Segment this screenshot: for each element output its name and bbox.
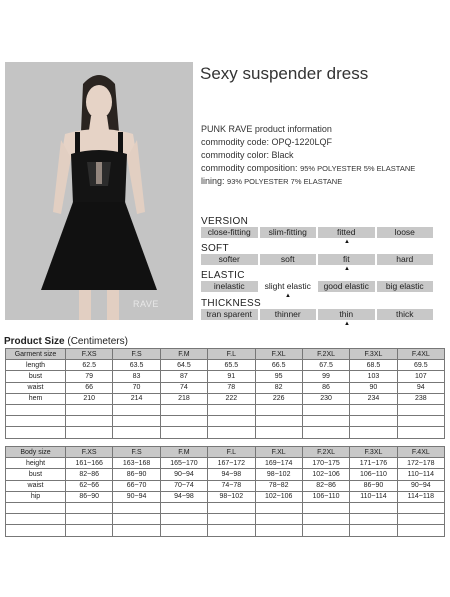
table-cell: 83: [113, 371, 160, 382]
table-cell: [208, 514, 255, 525]
scale-elastic-label: ELASTIC: [201, 270, 245, 281]
table-cell: 94~98: [208, 469, 255, 480]
table-cell: bust: [6, 469, 66, 480]
info-heading: PUNK RAVE product information: [201, 124, 332, 134]
table-cell: F.4XL: [397, 349, 444, 360]
table-cell: 82~86: [302, 480, 349, 491]
table-cell: [6, 416, 66, 427]
table-cell: 103: [350, 371, 397, 382]
watermark: RAVE: [133, 299, 159, 309]
table-cell: 63.5: [113, 360, 160, 371]
table-cell: [397, 416, 444, 427]
scale-option: tran sparent: [201, 309, 258, 320]
table-cell: 161~166: [66, 458, 113, 469]
table-cell: 110~114: [397, 469, 444, 480]
table-cell: [350, 525, 397, 536]
product-photo: [5, 62, 193, 320]
table-header-row: [6, 349, 445, 360]
scale-thickness-label: THICKNESS: [201, 298, 261, 309]
table-cell: 214: [113, 393, 160, 404]
scale-thickness: [201, 309, 433, 320]
table-cell: [255, 427, 302, 438]
table-cell: [113, 427, 160, 438]
table-cell: 106~110: [350, 469, 397, 480]
table-cell: 86~90: [350, 480, 397, 491]
table-cell: F.XL: [255, 349, 302, 360]
empty-row: [6, 514, 445, 525]
empty-row: [6, 416, 445, 427]
table-cell: [160, 502, 207, 513]
table-cell: 210: [66, 393, 113, 404]
table-cell: 90: [350, 382, 397, 393]
table-cell: 90~94: [397, 480, 444, 491]
table-row: [6, 393, 445, 404]
scale-option: loose: [377, 227, 434, 238]
scale-option: thick: [377, 309, 434, 320]
table-cell: Garment size: [6, 349, 66, 360]
table-cell: 114~118: [397, 491, 444, 502]
scale-option: slim-fitting: [260, 227, 317, 238]
table-cell: waist: [6, 480, 66, 491]
scale-soft-label: SOFT: [201, 243, 229, 254]
table-cell: F.S: [113, 447, 160, 458]
table-cell: 70: [113, 382, 160, 393]
table-cell: [208, 404, 255, 415]
scale-version-label: VERSION: [201, 216, 249, 227]
scale-option: big elastic: [377, 281, 434, 292]
scale-option: soft: [260, 254, 317, 265]
table-row: [6, 371, 445, 382]
selection-marker-icon: ▲: [344, 321, 350, 327]
table-cell: 163~168: [113, 458, 160, 469]
table-cell: 69.5: [397, 360, 444, 371]
lining: lining: 93% POLYESTER 7% ELASTANE: [201, 176, 343, 186]
table-cell: 222: [208, 393, 255, 404]
table-cell: [397, 404, 444, 415]
table-cell: [397, 514, 444, 525]
scale-option: softer: [201, 254, 258, 265]
table-cell: 107: [397, 371, 444, 382]
table-cell: 102~106: [302, 469, 349, 480]
table-cell: [160, 404, 207, 415]
table-cell: length: [6, 360, 66, 371]
commodity-code: commodity code: OPQ-1220LQF: [201, 137, 333, 147]
scale-option: close-fitting: [201, 227, 258, 238]
table-cell: 170~175: [302, 458, 349, 469]
table-cell: 110~114: [350, 491, 397, 502]
scale-elastic: [201, 281, 433, 292]
table-cell: F.L: [208, 447, 255, 458]
table-cell: 172~178: [397, 458, 444, 469]
selection-marker-icon: ▲: [344, 266, 350, 272]
product-size-heading: Product Size (Centimeters): [4, 336, 128, 347]
table-cell: 171~176: [350, 458, 397, 469]
table-cell: [302, 427, 349, 438]
table-cell: 94~98: [160, 491, 207, 502]
table-cell: 86~90: [113, 469, 160, 480]
table-cell: 230: [302, 393, 349, 404]
table-cell: 68.5: [350, 360, 397, 371]
table-cell: [66, 525, 113, 536]
table-cell: 66: [66, 382, 113, 393]
table-cell: [113, 404, 160, 415]
table-row: [6, 480, 445, 491]
table-cell: [302, 514, 349, 525]
table-cell: 79: [66, 371, 113, 382]
table-cell: hip: [6, 491, 66, 502]
table-cell: [66, 502, 113, 513]
commodity-composition: commodity composition: 95% POLYESTER 5% ELASTANE: [201, 163, 416, 173]
table-cell: [302, 525, 349, 536]
empty-row: [6, 427, 445, 438]
table-cell: Body size: [6, 447, 66, 458]
scale-option: inelastic: [201, 281, 258, 292]
table-cell: 226: [255, 393, 302, 404]
table-cell: 70~74: [160, 480, 207, 491]
table-cell: 82: [255, 382, 302, 393]
table-cell: [66, 416, 113, 427]
table-cell: 98~102: [208, 491, 255, 502]
table-header-row: [6, 447, 445, 458]
table-cell: [6, 502, 66, 513]
table-cell: F.XS: [66, 447, 113, 458]
table-cell: 74~78: [208, 480, 255, 491]
table-cell: F.S: [113, 349, 160, 360]
table-cell: 62.5: [66, 360, 113, 371]
table-cell: [66, 427, 113, 438]
table-cell: 102~106: [255, 491, 302, 502]
table-cell: [208, 525, 255, 536]
table-cell: 62~66: [66, 480, 113, 491]
table-cell: 218: [160, 393, 207, 404]
table-cell: 67.5: [302, 360, 349, 371]
table-cell: F.3XL: [350, 447, 397, 458]
table-cell: F.4XL: [397, 447, 444, 458]
table-cell: 66.5: [255, 360, 302, 371]
table-cell: 74: [160, 382, 207, 393]
table-cell: height: [6, 458, 66, 469]
table-cell: [255, 514, 302, 525]
table-cell: [208, 502, 255, 513]
body-size-table: [5, 446, 445, 537]
empty-row: [6, 525, 445, 536]
table-cell: [208, 427, 255, 438]
table-cell: bust: [6, 371, 66, 382]
table-cell: 106~110: [302, 491, 349, 502]
garment-size-table: [5, 348, 445, 439]
table-cell: [302, 502, 349, 513]
scale-option: hard: [377, 254, 434, 265]
table-cell: [302, 416, 349, 427]
table-row: [6, 382, 445, 393]
scale-option: thinner: [260, 309, 317, 320]
table-cell: [66, 404, 113, 415]
table-cell: 78~82: [255, 480, 302, 491]
table-cell: 86~90: [66, 491, 113, 502]
selection-marker-icon: ▲: [285, 293, 291, 299]
table-cell: [350, 416, 397, 427]
table-cell: 65.5: [208, 360, 255, 371]
table-cell: 98~102: [255, 469, 302, 480]
scale-option: good elastic: [318, 281, 375, 292]
table-cell: 91: [208, 371, 255, 382]
table-cell: 95: [255, 371, 302, 382]
table-cell: 94: [397, 382, 444, 393]
scale-version: [201, 227, 433, 238]
table-cell: 64.5: [160, 360, 207, 371]
table-cell: [350, 514, 397, 525]
table-cell: F.XS: [66, 349, 113, 360]
table-cell: [160, 416, 207, 427]
empty-row: [6, 404, 445, 415]
scale-soft: [201, 254, 433, 265]
scale-option: thin: [318, 309, 375, 320]
table-cell: [350, 427, 397, 438]
table-cell: 78: [208, 382, 255, 393]
table-cell: [160, 514, 207, 525]
table-cell: [6, 514, 66, 525]
table-row: [6, 469, 445, 480]
table-cell: [113, 416, 160, 427]
scale-option: fit: [318, 254, 375, 265]
table-cell: 234: [350, 393, 397, 404]
table-cell: 167~172: [208, 458, 255, 469]
table-cell: [397, 502, 444, 513]
table-row: [6, 360, 445, 371]
table-cell: [255, 416, 302, 427]
table-cell: [160, 525, 207, 536]
table-cell: [302, 404, 349, 415]
table-cell: 86: [302, 382, 349, 393]
selection-marker-icon: ▲: [344, 239, 350, 245]
table-cell: [113, 525, 160, 536]
table-cell: [113, 502, 160, 513]
table-cell: [6, 427, 66, 438]
commodity-color: commodity color: Black: [201, 150, 294, 160]
table-cell: [6, 525, 66, 536]
table-cell: 90~94: [113, 491, 160, 502]
table-cell: F.M: [160, 349, 207, 360]
table-cell: F.M: [160, 447, 207, 458]
table-cell: F.2XL: [302, 349, 349, 360]
table-cell: 87: [160, 371, 207, 382]
table-cell: [397, 427, 444, 438]
table-cell: [397, 525, 444, 536]
table-cell: [255, 404, 302, 415]
table-cell: [113, 514, 160, 525]
table-cell: [160, 427, 207, 438]
table-cell: [350, 502, 397, 513]
table-cell: 238: [397, 393, 444, 404]
table-cell: 165~170: [160, 458, 207, 469]
product-title: Sexy suspender dress: [200, 64, 369, 83]
model-illustration: [5, 62, 193, 320]
table-cell: [66, 514, 113, 525]
table-cell: [6, 404, 66, 415]
table-cell: [208, 416, 255, 427]
table-cell: [255, 525, 302, 536]
product-info: [201, 123, 415, 188]
table-row: [6, 458, 445, 469]
table-cell: 169~174: [255, 458, 302, 469]
table-cell: F.L: [208, 349, 255, 360]
scale-option: slight elastic: [260, 281, 317, 292]
table-cell: F.XL: [255, 447, 302, 458]
table-cell: F.2XL: [302, 447, 349, 458]
table-cell: 82~86: [66, 469, 113, 480]
table-cell: [255, 502, 302, 513]
scale-option: fitted: [318, 227, 375, 238]
empty-row: [6, 502, 445, 513]
table-cell: 66~70: [113, 480, 160, 491]
table-cell: [350, 404, 397, 415]
table-cell: 90~94: [160, 469, 207, 480]
table-row: [6, 491, 445, 502]
table-cell: hem: [6, 393, 66, 404]
table-cell: waist: [6, 382, 66, 393]
table-cell: F.3XL: [350, 349, 397, 360]
table-cell: 99: [302, 371, 349, 382]
